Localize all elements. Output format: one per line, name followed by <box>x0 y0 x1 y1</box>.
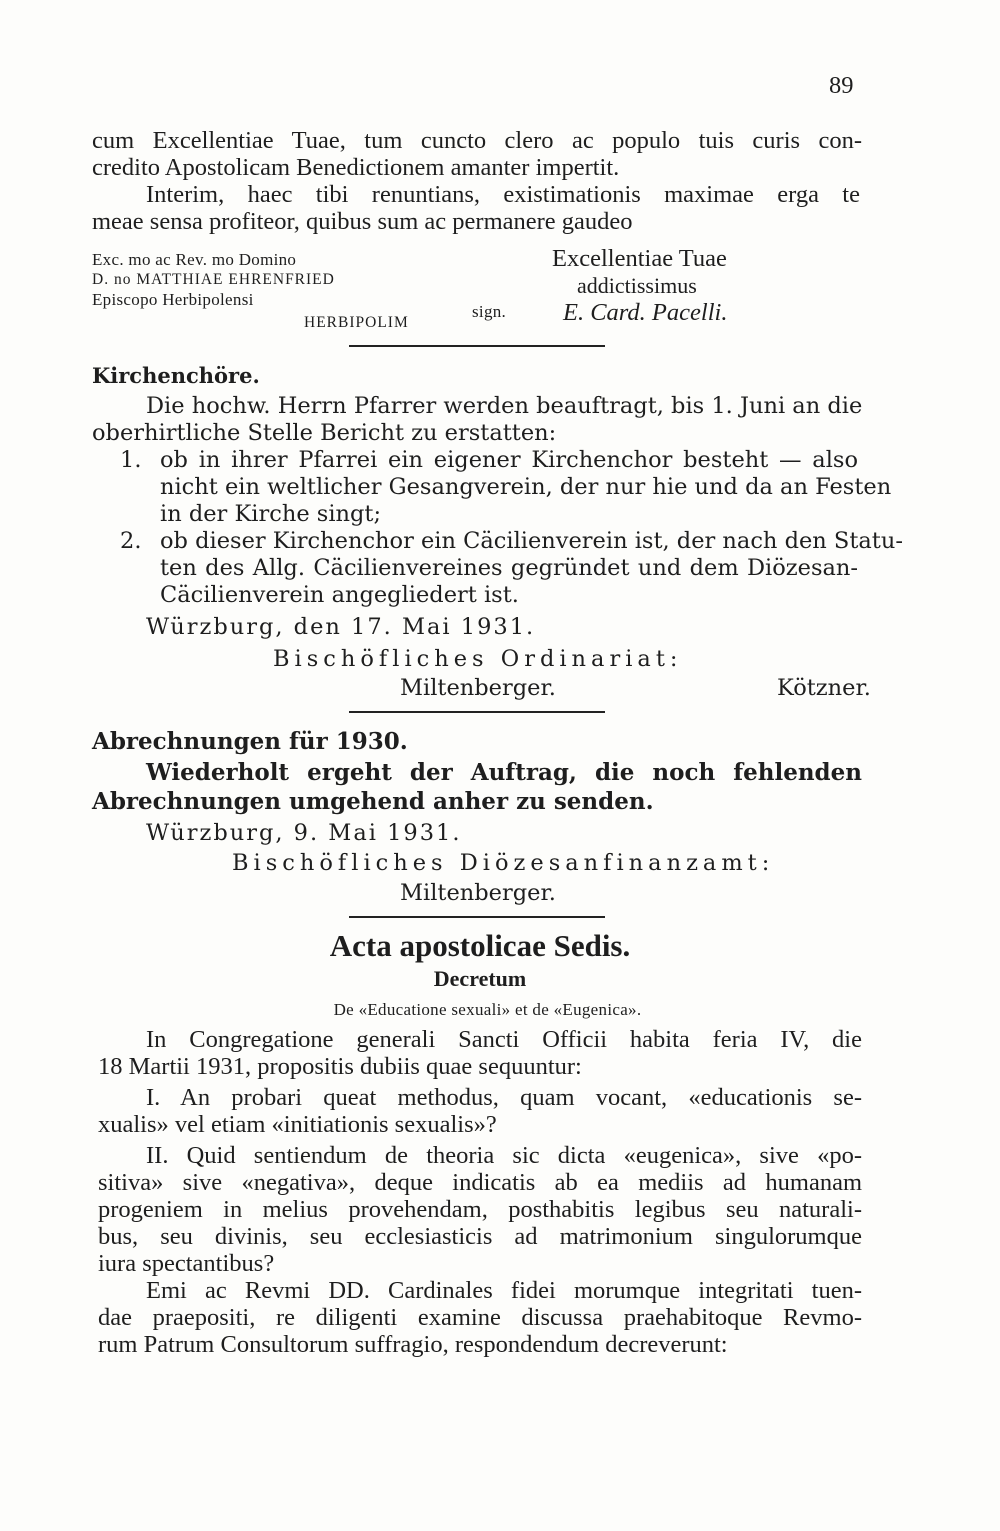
page-number: 89 <box>829 72 854 99</box>
kirchenchoere-authority: Bischöfliches Ordinariat: <box>273 646 683 672</box>
acta-p1-line-2: 18 Martii 1931, propositis dubiis quae sequuntur: <box>98 1053 582 1080</box>
acta-p3-line-1: II. Quid sentiendum de theoria sic dicta «eugenica», sive «po- <box>146 1142 862 1169</box>
item-2-number: 2. <box>120 528 142 554</box>
item-1-line-1: ob in ihrer Pfarrei ein eigener Kirchenchor besteht — also <box>160 447 858 473</box>
letter-line-4: meae sensa profiteor, quibus sum ac permanere gaudeo <box>92 208 633 235</box>
acta-p3-line-2: sitiva» sive «negativa», deque indicatis ab ea mediis ad humanam <box>98 1169 862 1196</box>
address-city: HERBIPOLIM <box>304 314 409 331</box>
closing-line-2: addictissimus <box>577 273 697 298</box>
acta-p3-line-3: progeniem in melius provehendam, posthabitis legibus seu naturali- <box>98 1196 862 1223</box>
acta-p1-line-1: In Congregatione generali Sancti Officii habita feria IV, die <box>146 1026 862 1053</box>
letter-line-3: Interim, haec tibi renuntians, existimationis maximae erga te <box>146 181 860 208</box>
section-divider-1 <box>349 345 605 347</box>
item-2-line-3: Cäcilienverein angegliedert ist. <box>160 582 519 608</box>
item-2-line-2: ten des Allg. Cäcilienvereines gegründet und dem Diözesan- <box>160 555 858 581</box>
closing-line-1: Excellentiae Tuae <box>552 245 727 272</box>
item-2-line-1: ob dieser Kirchenchor ein Cäcilienverein ist, der nach den Statu- <box>160 528 903 554</box>
section-divider-2 <box>349 711 605 713</box>
item-1-line-2: nicht ein weltlicher Gesangverein, der nur hie und da an Festen <box>160 474 892 500</box>
acta-p4-line-3: rum Patrum Consultorum suffragio, respondendum decreverunt: <box>98 1331 728 1358</box>
sign-label: sign. <box>472 302 507 321</box>
kirchenchoere-signer-left: Miltenberger. <box>400 675 556 701</box>
abrechnungen-place-date: Würzburg, 9. Mai 1931. <box>146 820 462 846</box>
address-line-2: D. no MATTHIAE EHRENFRIED <box>92 271 335 288</box>
kirchenchoere-intro-1: Die hochw. Herrn Pfarrer werden beauftragt, bis 1. Juni an die <box>146 393 863 419</box>
acta-p3-line-4: bus, seu divinis, seu ecclesiasticis ad matrimonium singulorumque <box>98 1223 862 1250</box>
abrechnungen-body-1: Wiederholt ergeht der Auftrag, die noch fehlenden <box>146 759 862 786</box>
acta-p3-line-5: iura spectantibus? <box>98 1250 275 1277</box>
signature: E. Card. Pacelli. <box>563 299 728 326</box>
letter-line-2: credito Apostolicam Benedictionem amanter impertit. <box>92 154 620 181</box>
acta-p4-line-1: Emi ac Revmi DD. Cardinales fidei morumque integritati tuen- <box>146 1277 862 1304</box>
item-1-line-3: in der Kirche singt; <box>160 501 382 527</box>
acta-p2-line-2: xualis» vel etiam «initiationis sexualis»? <box>98 1111 497 1138</box>
address-line-3: Episcopo Herbipolensi <box>92 290 254 309</box>
acta-subtitle: Decretum <box>433 966 527 991</box>
acta-p2-line-1: I. An probari queat methodus, quam vocant, «educationis se- <box>146 1084 862 1111</box>
item-1-number: 1. <box>120 447 142 473</box>
kirchenchoere-intro-2: oberhirtliche Stelle Bericht zu erstatten: <box>92 420 557 446</box>
acta-p4-line-2: dae praepositi, re diligenti examine discussa praehabitoque Revmo- <box>98 1304 862 1331</box>
address-line-1: Exc. mo ac Rev. mo Domino <box>92 250 297 269</box>
kirchenchoere-place-date: Würzburg, den 17. Mai 1931. <box>146 614 536 640</box>
kirchenchoere-heading: Kirchenchöre. <box>92 363 260 388</box>
section-divider-3 <box>349 916 605 918</box>
letter-line-1: cum Excellentiae Tuae, tum cuncto clero ac populo tuis curis con- <box>92 127 862 154</box>
acta-topic: De «Educatione sexuali» et de «Eugenica». <box>333 1000 642 1019</box>
abrechnungen-heading: Abrechnungen für 1930. <box>92 728 408 755</box>
abrechnungen-signer: Miltenberger. <box>400 880 556 906</box>
abrechnungen-authority: Bischöfliches Diözesanfinanzamt: <box>232 850 775 876</box>
abrechnungen-body-2: Abrechnungen umgehend anher zu senden. <box>92 788 654 815</box>
acta-title: Acta apostolicae Sedis. <box>329 928 631 963</box>
kirchenchoere-signer-right: Kötzner. <box>777 675 871 701</box>
